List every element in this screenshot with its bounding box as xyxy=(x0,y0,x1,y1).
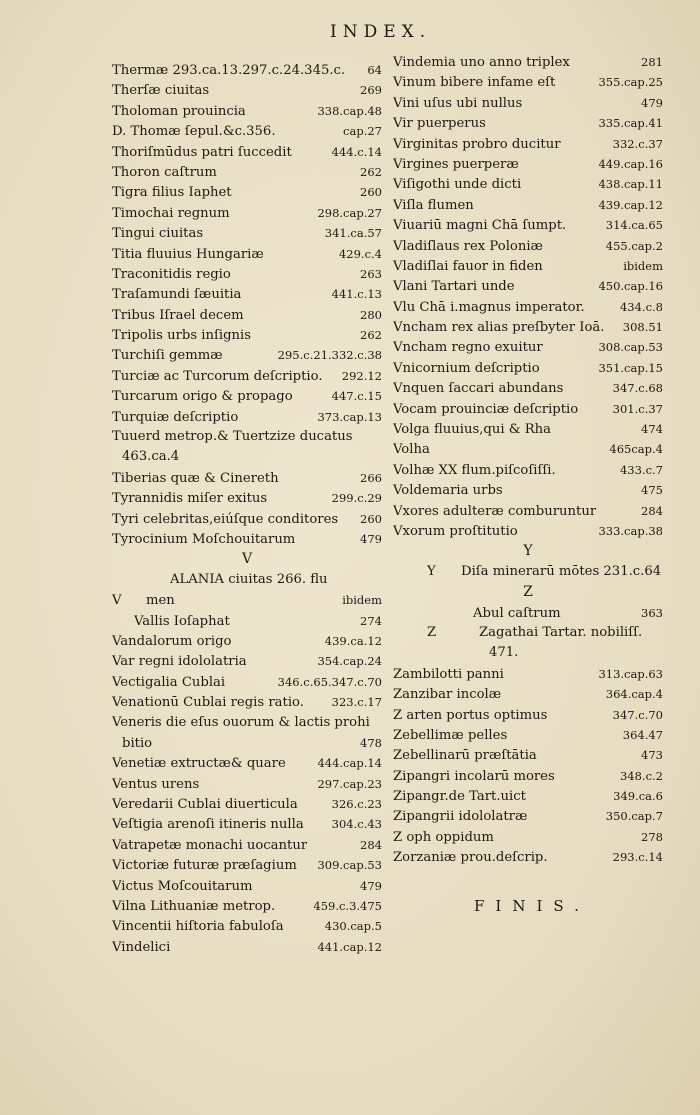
entry-reference: 309.cap.53 xyxy=(317,858,382,873)
index-entry xyxy=(393,358,663,378)
index-entry xyxy=(112,733,382,753)
entry-term: Tyrannidis miſer exitus xyxy=(112,491,268,507)
index-entry xyxy=(112,488,382,508)
entry-reference: 269 xyxy=(360,83,382,98)
entry-term: Vinum bibere infame eſt xyxy=(393,75,556,91)
entry-term: Tigra filius Iaphet xyxy=(112,185,232,201)
entry-reference: 262 xyxy=(360,164,382,179)
entry-term: D. Thomæ ſepul.&c.356. xyxy=(112,124,276,140)
index-entry xyxy=(112,386,382,406)
entry-reference: 266 xyxy=(360,470,382,485)
entry-term: Zanzibar incolæ xyxy=(393,687,502,703)
index-entry xyxy=(393,399,663,419)
entry-term: Venationū Cublai regis ratio. xyxy=(112,695,304,711)
index-entry xyxy=(112,896,382,916)
entry-term: Thermæ 293.ca.13.297.c.24.345.c. xyxy=(112,63,346,78)
entry-term: Vocam prouinciæ deſcriptio xyxy=(393,401,579,417)
entry-term: Tyrocinium Moſchouitarum xyxy=(112,531,296,547)
entry-reference: 278 xyxy=(641,829,663,844)
index-entry xyxy=(393,113,663,133)
entry-term: Zipangri incolarū mores xyxy=(393,768,555,784)
left-entries-bottom xyxy=(112,611,382,958)
index-entry xyxy=(112,713,382,733)
index-entry xyxy=(393,847,663,867)
entry-term: Voldemaria urbs xyxy=(393,483,503,499)
left-entries-top xyxy=(112,60,382,549)
entry-reference: 441.c.13 xyxy=(331,287,382,302)
entry-term: Vladiſlai fauor in fiden xyxy=(393,258,543,274)
entry-lead-letter: Z xyxy=(427,624,437,640)
entry-term: Ventus urens xyxy=(112,776,200,792)
entry-reference: 260 xyxy=(360,185,382,200)
index-entry xyxy=(112,60,382,80)
index-entry xyxy=(112,427,382,447)
entry-term: Zambilotti panni xyxy=(393,666,504,682)
left-column xyxy=(112,60,382,957)
entry-reference: 346.c.65.347.c.70 xyxy=(277,674,382,689)
index-entry xyxy=(393,317,663,337)
section-heading-z: Z xyxy=(523,584,533,601)
alania-continuation xyxy=(112,590,382,610)
right-entries-top xyxy=(393,52,663,541)
entry-reference: 363 xyxy=(641,605,663,620)
entry-reference: 326.c.23 xyxy=(331,797,382,812)
entry-term: Virginitas probro ducitur xyxy=(393,136,561,152)
index-entry xyxy=(112,692,382,712)
entry-term: Veredarii Cublai diuerticula xyxy=(112,797,298,813)
index-entry xyxy=(112,182,382,202)
index-entry xyxy=(393,806,663,826)
entry-reference: 471. xyxy=(489,645,519,661)
entry-reference: 284 xyxy=(360,837,382,852)
entry-reference: 293.c.14 xyxy=(612,850,663,865)
index-entry xyxy=(393,93,663,113)
index-entry xyxy=(393,72,663,92)
index-entry xyxy=(112,366,382,386)
entry-term: Traconitidis regio xyxy=(112,266,231,282)
index-entry xyxy=(393,439,663,459)
entry-term: Vncham rex alias preſbyter Ioā. xyxy=(393,320,605,336)
entry-term: Titia fluuius Hungariæ xyxy=(112,246,264,262)
index-entry xyxy=(393,664,663,684)
entry-reference: 333.cap.38 xyxy=(598,523,663,538)
entry-reference: 444.cap.14 xyxy=(317,756,382,771)
index-entry xyxy=(393,705,663,725)
entry-term: Vnquen ſaccari abundans xyxy=(393,381,564,397)
index-entry xyxy=(393,134,663,154)
entry-term: Traſamundi ſæuitia xyxy=(112,287,242,303)
index-entry xyxy=(393,236,663,256)
entry-term: Volha xyxy=(393,442,430,458)
entry-reference: 474 xyxy=(641,422,663,437)
entry-term: Vectigalia Cublai xyxy=(112,674,226,690)
index-entry xyxy=(112,284,382,304)
entry-term: Tyri celebritas,eiúſque conditores xyxy=(112,511,339,527)
index-entry xyxy=(112,203,382,223)
entry-lead-letter: V xyxy=(112,593,122,609)
entry-reference: 351.cap.15 xyxy=(598,360,663,375)
entry-reference: 439.cap.12 xyxy=(598,197,663,212)
entry-term: Tripolis urbs inſignis xyxy=(112,328,252,344)
entry-term: Zagathai Tartar. nobiliſſ. xyxy=(479,624,643,640)
index-entry xyxy=(393,521,663,541)
index-entry xyxy=(112,794,382,814)
entry-term: Tuuerd metrop.& Tuertzize ducatus xyxy=(112,429,353,445)
entry-term xyxy=(112,591,175,611)
entry-term: Viſla flumen xyxy=(393,197,474,213)
index-entry xyxy=(112,937,382,957)
entry-term: Venetiæ extructæ& quare xyxy=(112,756,286,772)
index-entry xyxy=(112,264,382,284)
entry-reference: 335.cap.41 xyxy=(598,116,663,131)
entry-reference: 447.c.15 xyxy=(331,389,382,404)
entry-term: Vncham regno exuitur xyxy=(393,340,543,356)
index-entry xyxy=(393,174,663,194)
entry-lead-letter: Y xyxy=(427,563,436,579)
entry-term: Var regni idololatria xyxy=(112,654,247,670)
entry-reference: 308.51 xyxy=(622,320,663,335)
entry-reference: 284 xyxy=(641,503,663,518)
index-entry xyxy=(112,142,382,162)
entry-reference: 479 xyxy=(360,878,382,893)
index-entry xyxy=(393,276,663,296)
index-entry xyxy=(112,876,382,896)
entry-term: Vnicornium deſcriptio xyxy=(393,360,540,376)
entry-reference: 347.c.70 xyxy=(612,707,663,722)
entry-reference: 479 xyxy=(360,531,382,546)
index-entry xyxy=(112,223,382,243)
entry-reference: 304.c.43 xyxy=(331,817,382,832)
page-header: INDEX. xyxy=(330,22,432,42)
entry-term: Turcarum origo & propago xyxy=(112,389,293,405)
section-heading-y: Y xyxy=(523,543,533,560)
entry-term xyxy=(427,562,661,582)
entry-reference: 455.cap.2 xyxy=(605,238,663,253)
alania-entry xyxy=(112,570,382,590)
index-entry xyxy=(393,745,663,765)
entry-term: Virgines puerperæ xyxy=(393,156,519,172)
index-entry xyxy=(112,631,382,651)
entry-term: Abul caſtrum xyxy=(473,605,561,621)
right-column xyxy=(393,52,663,868)
entry-reference: 262 xyxy=(360,328,382,343)
index-entry xyxy=(112,447,382,467)
index-entry xyxy=(393,52,663,72)
entry-term: Volga fluuius,qui & Rha xyxy=(393,422,551,438)
entry-reference: 64 xyxy=(367,63,382,77)
entry-term: Tingui ciuitas xyxy=(112,226,204,242)
entry-reference: 429.c.4 xyxy=(338,246,382,261)
entry-term: Viſigothi unde dicti xyxy=(393,177,522,193)
index-entry xyxy=(112,814,382,834)
index-entry xyxy=(112,162,382,182)
entry-reference: 433.c.7 xyxy=(619,462,663,477)
index-entry xyxy=(112,855,382,875)
entry-reference: 263 xyxy=(360,266,382,281)
entry-term: Zipangrii idololatræ xyxy=(393,809,528,825)
index-entry xyxy=(112,753,382,773)
index-entry xyxy=(112,774,382,794)
entry-reference: 364.cap.4 xyxy=(605,687,663,702)
entry-term: Tribus Iſrael decem xyxy=(112,307,244,323)
index-entry xyxy=(112,672,382,692)
entry-reference: 441.cap.12 xyxy=(317,939,382,954)
index-entry xyxy=(112,468,382,488)
zagathai-continuation xyxy=(393,643,663,663)
entry-term: Veneris die eſus ouorum & lactis prohi xyxy=(112,714,370,730)
index-entry xyxy=(393,195,663,215)
entry-reference: 450.cap.16 xyxy=(598,279,663,294)
index-entry xyxy=(393,337,663,357)
entry-term: Turquiæ deſcriptio xyxy=(112,409,239,425)
entry-reference: 439.ca.12 xyxy=(324,633,382,648)
entry-term: Zebellinarū præſtātia xyxy=(393,748,537,764)
entry-term: Vincentii hiſtoria fabuloſa xyxy=(112,919,284,935)
entry-term: 463.ca.4 xyxy=(122,449,180,465)
entry-term: Tholoman prouincia xyxy=(112,103,246,119)
entry-term: Tiberias quæ & Cinereth xyxy=(112,470,279,486)
entry-reference: 260 xyxy=(360,511,382,526)
entry-reference: 459.c.3.475 xyxy=(313,899,382,914)
entry-reference: 292.12 xyxy=(341,368,382,383)
index-entry xyxy=(393,256,663,276)
entry-reference: 349.ca.6 xyxy=(613,789,663,804)
index-entry xyxy=(393,501,663,521)
entry-term: Vladiſlaus rex Poloniæ xyxy=(393,238,543,254)
index-entry xyxy=(112,407,382,427)
abul-entry xyxy=(393,603,663,623)
entry-reference: cap.27 xyxy=(343,124,382,139)
index-entry xyxy=(393,378,663,398)
entry-reference: 298.cap.27 xyxy=(317,205,382,220)
index-entry xyxy=(112,835,382,855)
index-entry xyxy=(393,766,663,786)
entry-reference: 438.cap.11 xyxy=(598,177,663,192)
entry-reference: 434.c.8 xyxy=(619,299,663,314)
entry-reference: 364.47 xyxy=(622,727,663,742)
entry-term: Thoriſmūdus patri ſuccedit xyxy=(112,144,292,160)
entry-reference: 295.c.21.332.c.38 xyxy=(277,348,382,363)
entry-reference: 478 xyxy=(360,735,382,750)
entry-reference: 465cap.4 xyxy=(609,442,663,457)
zagathai-entry xyxy=(393,623,663,643)
entry-term: Vini uſus ubi nullus xyxy=(393,95,523,111)
entry-reference: 373.cap.13 xyxy=(317,409,382,424)
entry-term: Zorzaniæ prou.deſcrip. xyxy=(393,850,548,866)
index-entry xyxy=(393,827,663,847)
entry-reference: 338.cap.48 xyxy=(317,103,382,118)
entry-term: Vxorum proſtitutio xyxy=(393,523,518,539)
index-entry xyxy=(112,509,382,529)
entry-term: ALANIA ciuitas 266. flu xyxy=(170,571,328,587)
entry-reference: 348.c.2 xyxy=(619,768,663,783)
entry-term: Vallis Ioſaphat xyxy=(134,613,230,629)
index-entry xyxy=(393,419,663,439)
section-heading-v: V xyxy=(241,551,253,568)
finis-colophon: FINIS. xyxy=(474,897,590,915)
entry-term: Veſtigia arenoſi itineris nulla xyxy=(112,817,304,833)
entry-reference: 341.ca.57 xyxy=(324,226,382,241)
entry-reference: 449.cap.16 xyxy=(598,156,663,171)
index-entry xyxy=(393,154,663,174)
entry-term: Z arten portus optimus xyxy=(393,707,548,723)
entry-reference: 479 xyxy=(641,95,663,110)
index-entry xyxy=(112,305,382,325)
entry-term: Vandalorum origo xyxy=(112,633,232,649)
entry-reference: 299.c.29 xyxy=(331,491,382,506)
entry-reference: 314.ca.65 xyxy=(605,218,663,233)
index-entry xyxy=(112,651,382,671)
entry-reference: 332.c.37 xyxy=(612,136,663,151)
entry-term: Timochai regnum xyxy=(112,205,230,221)
entry-reference: 297.cap.23 xyxy=(317,776,382,791)
index-entry xyxy=(112,325,382,345)
entry-reference: 313.cap.63 xyxy=(598,666,663,681)
entry-term-text: men xyxy=(146,593,175,609)
entry-term: bitio xyxy=(122,735,153,751)
entry-term: Therſæ ciuitas xyxy=(112,83,210,99)
index-entry xyxy=(112,121,382,141)
index-entry xyxy=(393,786,663,806)
index-entry xyxy=(112,80,382,100)
entry-reference: 347.c.68 xyxy=(612,381,663,396)
entry-term: Vir puerperus xyxy=(393,116,486,132)
entry-reference: 301.c.37 xyxy=(612,401,663,416)
index-entry xyxy=(112,101,382,121)
entry-term: Vindelici xyxy=(112,939,171,955)
entry-term: Zipangr.de Tart.uict xyxy=(393,789,526,805)
entry-term: Vlu Chā i.magnus imperator. xyxy=(393,299,585,315)
entry-reference: 280 xyxy=(360,307,382,322)
y-entry xyxy=(393,562,663,582)
entry-term: Zebellimæ pelles xyxy=(393,727,508,743)
index-entry xyxy=(112,345,382,365)
entry-reference: 475 xyxy=(641,483,663,498)
entry-reference: 274 xyxy=(360,613,382,628)
index-entry xyxy=(393,684,663,704)
entry-term: Vindemia uno anno triplex xyxy=(393,55,570,70)
index-entry xyxy=(393,480,663,500)
entry-term: Z oph oppidum xyxy=(393,829,494,845)
index-entry xyxy=(112,611,382,631)
entry-reference: ibidem xyxy=(623,258,663,273)
entry-term: Victoriæ futuræ præſagium xyxy=(112,858,297,874)
index-entry xyxy=(393,297,663,317)
entry-reference: 444.c.14 xyxy=(331,144,382,159)
entry-reference: 281 xyxy=(641,55,663,69)
entry-reference: 473 xyxy=(641,748,663,763)
entry-reference: 308.cap.53 xyxy=(598,340,663,355)
entry-reference: ibidem xyxy=(342,593,382,608)
entry-reference: 350.cap.7 xyxy=(605,809,663,824)
entry-term: Viuariū magni Chā ſumpt. xyxy=(393,218,567,234)
entry-reference: 354.cap.24 xyxy=(317,654,382,669)
entry-term: Vlani Tartari unde xyxy=(393,279,515,295)
entry-term: Vilna Lithuaniæ metrop. xyxy=(112,899,276,915)
entry-term-text: Diſa minerarū mōtes 231.c.64 xyxy=(461,563,662,579)
index-entry xyxy=(393,215,663,235)
index-entry xyxy=(112,244,382,264)
entry-reference: 355.cap.25 xyxy=(598,75,663,90)
entry-reference: 323.c.17 xyxy=(331,695,382,710)
entry-term: Turchiſi gemmæ xyxy=(112,348,223,364)
entry-term: Victus Moſcouitarum xyxy=(112,878,253,894)
index-entry xyxy=(393,460,663,480)
entry-reference: 430.cap.5 xyxy=(324,919,382,934)
entry-term: Thoron caſtrum xyxy=(112,164,217,180)
index-entry xyxy=(393,725,663,745)
index-entry xyxy=(112,916,382,936)
entry-term: Volhæ XX flum.piſcoſiſſi. xyxy=(393,462,556,478)
right-entries-bottom xyxy=(393,664,663,868)
index-entry xyxy=(112,529,382,549)
entry-term: Turciæ ac Turcorum deſcriptio. xyxy=(112,368,323,384)
entry-term: Vxores adulteræ comburuntur xyxy=(393,503,597,519)
entry-term: Vatrapetæ monachi uocantur xyxy=(112,837,308,853)
